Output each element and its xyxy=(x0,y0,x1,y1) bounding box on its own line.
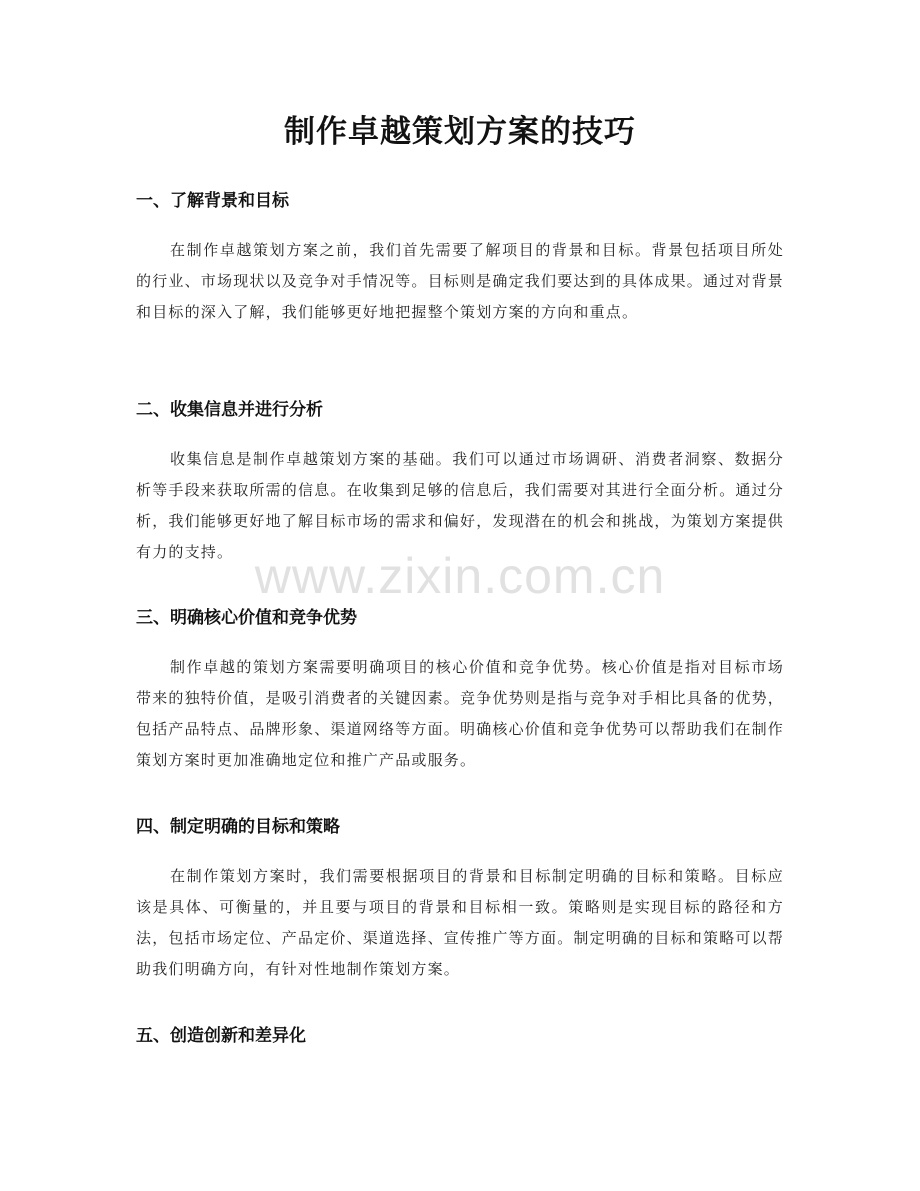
watermark-text: www.zixin.com.cn xyxy=(254,548,666,604)
document-title: 制作卓越策划方案的技巧 xyxy=(284,114,636,150)
section-2-heading: 二、收集信息并进行分析 xyxy=(136,400,323,420)
section-1-heading: 一、了解背景和目标 xyxy=(136,191,289,211)
section-4-paragraph: 在制作策划方案时，我们需要根据项目的背景和目标制定明确的目标和策略。目标应该是具体、可衡量的，并且要与项目的背景和目标相一致。策略则是实现目标的路径和方法，包括市场定位、产品定价、渠道选择、宣传推广等方面。制定明确的目标和策略可以帮助我们明确方向，有针对性地制作策划方案。 xyxy=(136,867,785,978)
section-3-heading: 三、明确核心价值和竞争优势 xyxy=(136,608,357,628)
section-2-paragraph: 收集信息是制作卓越策划方案的基础。我们可以通过市场调研、消费者洞察、数据分析等手段来获取所需的信息。在收集到足够的信息后，我们需要对其进行全面分析。通过分析，我们能够更好地了解目标市场的需求和偏好，发现潜在的机会和挑战，为策划方案提供有力的支持。 xyxy=(136,450,785,561)
section-5-heading: 五、创造创新和差异化 xyxy=(136,1026,306,1046)
section-3-paragraph: 制作卓越的策划方案需要明确项目的核心价值和竞争优势。核心价值是指对目标市场带来的独特价值，是吸引消费者的关键因素。竞争优势则是指与竞争对手相比具备的优势，包括产品特点、品牌形象、渠道网络等方面。明确核心价值和竞争优势可以帮助我们在制作策划方案时更加准确地定位和推广产品或服务。 xyxy=(136,658,785,769)
section-4-heading: 四、制定明确的目标和策略 xyxy=(136,817,340,837)
section-1-paragraph: 在制作卓越策划方案之前，我们首先需要了解项目的背景和目标。背景包括项目所处的行业、市场现状以及竞争对手情况等。目标则是确定我们要达到的具体成果。通过对背景和目标的深入了解，我们能够更好地把握整个策划方案的方向和重点。 xyxy=(136,241,785,321)
